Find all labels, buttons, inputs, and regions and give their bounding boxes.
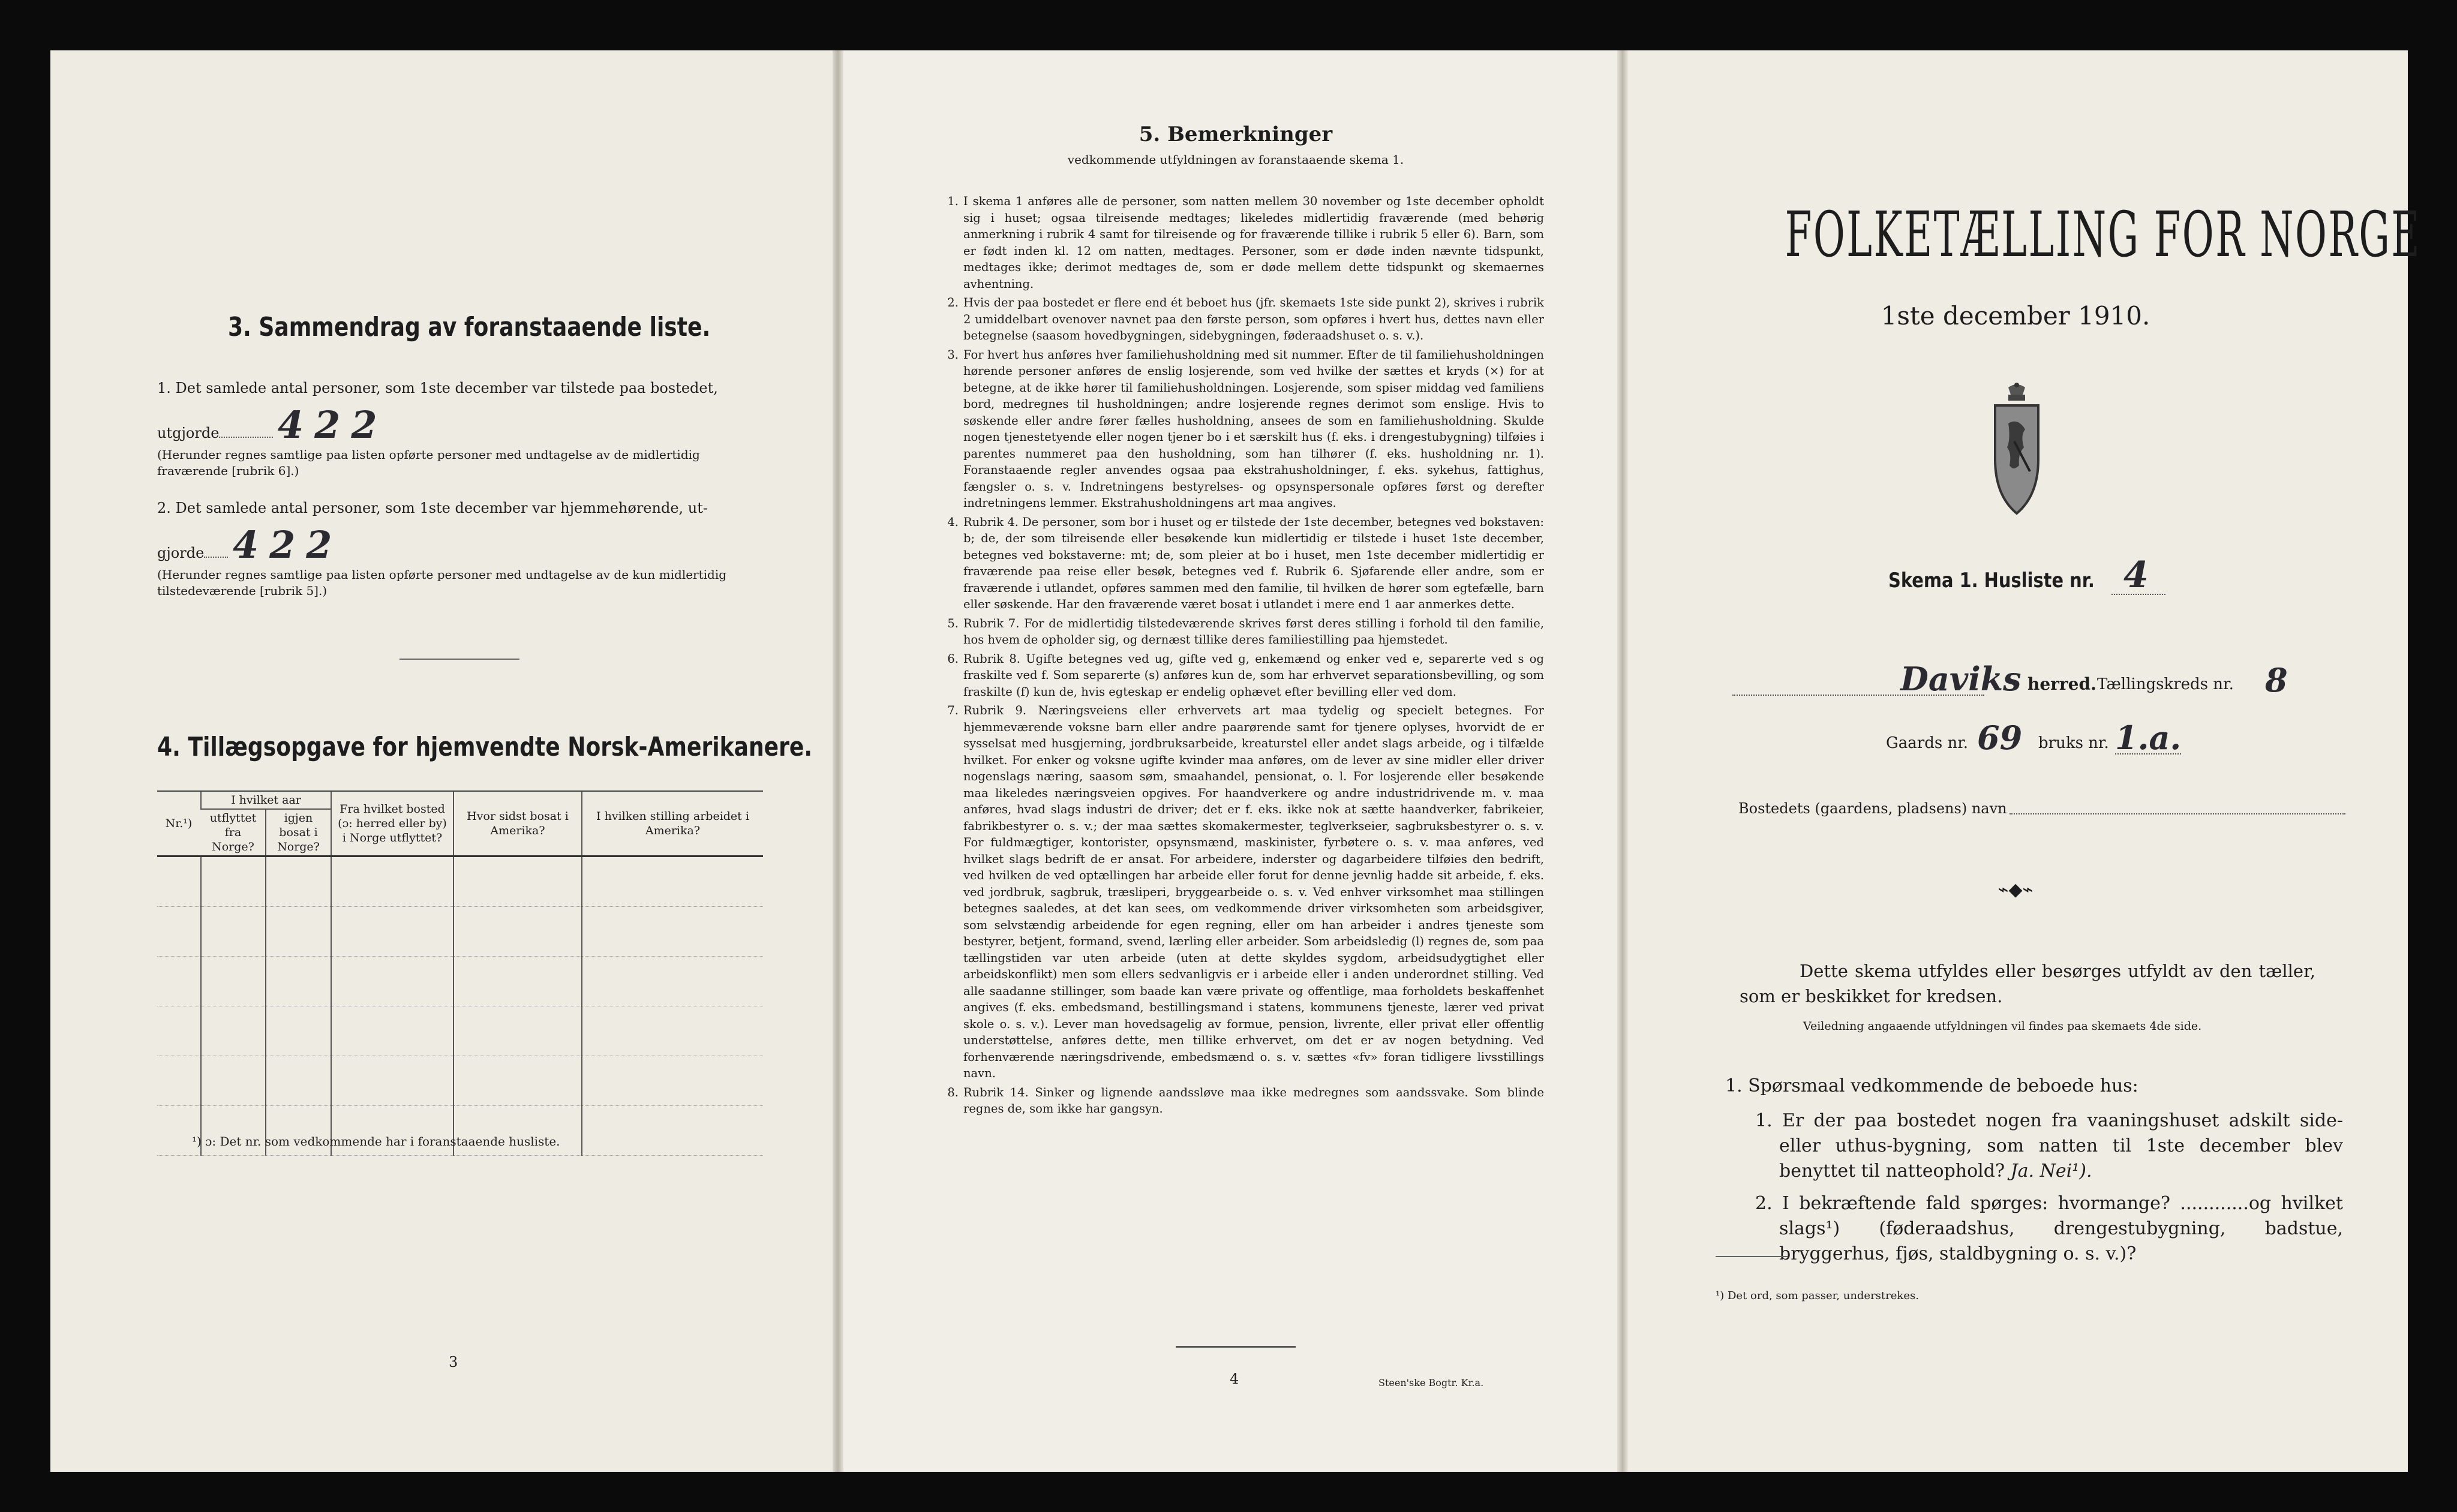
table-cell <box>331 856 453 907</box>
table-cell <box>266 1056 331 1106</box>
bosted-field <box>2010 813 2345 814</box>
col-stilling: I hvilken stilling arbeidet i Amerika? <box>582 791 763 856</box>
question-1-2: 2. I bekræftende fald spørges: hvormange? ............og hvilket slags¹) (føderaadshus, drengestubygning, badstue, bryggerhus, fjøs, staldbygning o. s. v.)? <box>1755 1193 2343 1264</box>
table-cell <box>582 1056 763 1106</box>
table-cell <box>201 907 266 957</box>
section-3-item-1 <box>157 378 763 479</box>
section-4-title: 4. Tillægsopgave for hjemvendte Norsk-Amerikanere. <box>157 732 813 762</box>
remarks-subtitle: vedkommende utfyldningen av foranstaaende skema 1. <box>1067 152 1404 167</box>
question-1-1-text: 1. Er der paa bostedet nogen fra vaaningshuset adskilt side- eller uthus-bygning, som natten til 1ste december blev benyttet til natteophold? <box>1755 1110 2343 1182</box>
table-cell <box>331 1056 453 1106</box>
item-1-value-line <box>157 403 763 447</box>
table-cell <box>582 1106 763 1156</box>
table-cell <box>266 1006 331 1056</box>
page-number-middle: 4 <box>1230 1370 1239 1387</box>
table-cell <box>157 957 201 1006</box>
item-2-note: (Herunder regnes samtlige paa listen opførte personer med undtagelse av de kun midlertidig tilstedeværende [rubrik 5].) <box>157 567 727 598</box>
remark-item <box>943 615 1544 648</box>
table-cell <box>331 957 453 1006</box>
remark-text: Rubrik 4. De personer, som bor i huset og er tilstede der 1ste december, betegnes ved bokstaven: b; de, der som tilreisende eller besøkende kun midlertidig er tilstede i huset 1ste december, betegnes ved bokstaverne: mt; de, som pleier at bo i huset, men 1ste december midlertidig er fraværende paa reise eller besøk, betegnes ved f. Rubrik 6. Sjøfarende eller andre, som er fraværende i utlandet, opføres sammen med den familie, til hvilken de hører som egtefælle, barn eller søskende. Har den fraværende været bosat i utlandet i mere end 1 aar anmerkes dette. <box>963 515 1544 611</box>
question-1-heading: 1. Spørsmaal vedkommende de beboede hus: <box>1725 1075 2138 1096</box>
husliste-number: 4 <box>2123 554 2149 596</box>
page-number-left: 3 <box>449 1354 458 1370</box>
table-cell <box>453 907 582 957</box>
gaards-value: 69 <box>1977 719 2023 757</box>
table-row <box>157 1006 763 1056</box>
section-3-title: 3. Sammendrag av foranstaaende liste. <box>228 312 711 342</box>
census-date: 1ste december 1910. <box>1881 301 2150 330</box>
item-2-text: 2. Det samlede antal personer, som 1ste december var hjemmehørende, ut- <box>157 500 708 516</box>
remark-text: Rubrik 8. Ugifte betegnes ved ug, gifte ved g, enkemænd og enker ved e, separerte ved s og fraskilte ved f. Som separerte (s) anføres kun de, som har erhvervet separationsbevilling, og som fraskilte (f) kun de, hvis egteskap er endelig ophævet efter bevilling eller ved dom. <box>963 651 1544 699</box>
question-1-1-answer: Ja. Nei¹). <box>2010 1161 2092 1182</box>
remark-number: 7. <box>947 704 959 717</box>
remark-item <box>943 514 1544 613</box>
norway-coat-of-arms-icon <box>1990 381 2043 525</box>
herred-label: herred. <box>2028 674 2096 694</box>
remark-text: I skema 1 anføres alle de personer, som natten mellem 30 november og 1ste december opholdt sig i huset; ogsaa tilreisende medtages; likeledes midlertidig fraværende (med behørig anmerkning i rubrik 4 samt for tilreisende og for fraværende tillike i rubrik 5 eller 6). Barn, som er født inden kl. 12 om natten, medtages. Personer, som er døde inden nævnte tidspunkt, medtages ikke; derimot medtages de, som er døde mellem dette tidspunkt og skemaernes avhentning. <box>963 194 1544 291</box>
table-cell <box>201 957 266 1006</box>
table-cell <box>582 907 763 957</box>
veiledning-text: Veiledning angaaende utfyldningen vil findes paa skemaets 4de side. <box>1803 1020 2202 1033</box>
table-row <box>157 856 763 907</box>
question-1-1 <box>1755 1108 2343 1184</box>
census-title: FOLKETÆLLING FOR NORGE <box>1785 198 2421 271</box>
table-cell <box>266 907 331 957</box>
col-nr: Nr.¹) <box>157 791 201 856</box>
remark-number: 5. <box>947 616 959 630</box>
remark-number: 4. <box>947 515 959 529</box>
remark-text: For hvert hus anføres hver familiehusholdning med sit nummer. Efter de til familiehusholdningen hørende personer anføres de enslig losjerende, som ved hvilke der sættes et kryds (×) for at betegne, at de ikke hører til familiehusholdningen. Losjerende, som spiser middag ved familiens bord, medregnes til husholdningen; andre losjerende regnes derimot som enslige. Hvis to søskende eller andre fører fælles husholdning, ansees de som en familiehusholdning. Skulde nogen tjenestetyende eller nogen tjener bo i et særskilt hus (f. eks. i drengestubygning) tilføies i parentes nummeret paa den husholdning, som han tilhører (f. eks. husholdning nr. 1). Foranstaaende regler anvendes ogsaa paa ekstrahusholdninger, f. eks. sykehus, fattighus, fængsler o. s. v. Indretningens bestyrelses- og opsynspersonale opføres først og derefter indretningens lemmer. Ekstrahusholdningens art maa angives. <box>963 347 1544 510</box>
col-hvor-bosat: Hvor sidst bosat i Amerika? <box>453 791 582 856</box>
table-cell <box>201 1056 266 1106</box>
remark-number: 2. <box>947 296 959 309</box>
section-3-item-2 <box>157 498 763 599</box>
norsk-amerikanere-table <box>157 790 763 1156</box>
remark-text: Hvis der paa bostedet er flere end ét beboet hus (jfr. skemaets 1ste side punkt 2), skrives i rubrik 2 umiddelbart ovenover navnet paa den første person, som opføres i hvert hus, dettes navn eller betegnelse (saasom hovedbygningen, sidebygningen, føderaadshuset o. s. v.). <box>963 296 1544 342</box>
table-cell <box>331 907 453 957</box>
bosted-label: Bostedets (gaardens, pladsens) navn <box>1738 800 2007 817</box>
table-cell <box>157 1056 201 1106</box>
table-cell <box>582 856 763 907</box>
page-fold-right <box>1617 50 1628 1472</box>
item-1-value: 422 <box>278 403 388 447</box>
table-cell <box>582 957 763 1006</box>
item-2-value-line <box>157 523 763 567</box>
col-igjen-bosat: igjen bosat i Norge? <box>266 809 331 856</box>
bruks-label: bruks nr. <box>2038 734 2109 752</box>
page-fold-left <box>833 50 843 1472</box>
remark-number: 8. <box>947 1085 959 1099</box>
divider <box>400 659 519 660</box>
remark-text: Rubrik 9. Næringsveiens eller erhvervets art maa tydelig og specielt betegnes. For hjemmeværende voksne barn eller andre paarørende samt for tjenere oplyses, hvorvidt de er sysselsat med husgjerning, jordbruksarbeide, kreaturstel eller andet slags arbeide, og i tilfælde hvilket. For enker og voksne ugifte kvinder maa anføres, om de lever av sine midler eller driver nogenslags næring, saasom søm, smaahandel, pensionat, o. l. For losjerende eller besøkende maa likeledes næringsveien opgives. For haandverkere og andre industridrivende m. v. maa anføres, hvad slags industri de driver; det er f. eks. ikke nok at sætte haandverker, fabrikeier, fabrikbestyrer o. s. v.; der maa sættes skomakermester, teglverkseier, sagbruksbestyrer o. s. v. For fuldmægtiger, kontorister, opsynsmænd, maskinister, fyrbøtere o. s. v. maa anføres, ved hvilket slags bedrift de er ansat. For arbeidere, inderster og dagarbeidere tilføies den bedrift, ved hvilken de ved optællingen har arbeide eller forut for denne jevnlig hadde sit arbeide, f. eks. ved jordbruk, sagbruk, træsliperi, bryggearbeide o. s. v. Ved enhver virksomhet maa stillingen betegnes saaledes, at det kan sees, om vedkommende driver virksomheten som arbeidsgiver, som selvstændig arbeidende for egen regning, eller om han arbeider i andres tjeneste som bestyrer, betjent, formand, svend, lærling eller arbeider. Som arbeidsledig (l) regnes de, som paa tællingstiden var uten arbeide (uten at dette skyldes sygdom, arbeidsudygtighet eller arbeidskonflikt) men som ellers sedvanligvis er i arbeide eller i anden underordnet stilling. Ved alle saadanne stillinger, som baade kan være private og offentlige, maa forholdets beskaffenhet angives (f. eks. embedsmand, bestillingsmand i statens, kommunens tjeneste, lærer ved privat skole o. s. v.). Lever man hovedsagelig av formue, pension, livrente, eller privat eller offentlig understøttelse, anføres dette, men tillike erhvervet, om det er av nogen betydning. Ved forhenværende næringsdrivende, embedsmænd o. s. v. sættes «fv» foran tidligere livsstillings navn. <box>963 704 1544 1080</box>
table-cell <box>582 1006 763 1056</box>
table-cell <box>453 957 582 1006</box>
remark-item <box>943 702 1544 1082</box>
skema-label: Skema 1. Husliste nr. <box>1888 569 2095 593</box>
remark-number: 3. <box>947 347 959 362</box>
skema-line <box>1888 569 2131 593</box>
table-cell <box>266 957 331 1006</box>
remark-item <box>943 193 1544 292</box>
col-utflyttet: utflyttet fra Norge? <box>209 811 257 853</box>
table-cell <box>157 1006 201 1056</box>
item-1-prefix: utgjorde <box>157 425 220 441</box>
remark-item <box>943 1084 1544 1117</box>
table-cell <box>266 856 331 907</box>
table-cell <box>453 1006 582 1056</box>
remark-number: 6. <box>947 651 959 666</box>
table-body <box>157 856 763 1156</box>
table-row <box>157 957 763 1006</box>
remarks-title: 5. Bemerkninger <box>1139 122 1333 146</box>
table-cell <box>453 856 582 907</box>
remark-text: Rubrik 14. Sinker og lignende aandssløve maa ikke medregnes som aandssvake. Som blinde regnes de, som ikke har gangsyn. <box>963 1085 1544 1116</box>
table-cell <box>453 1056 582 1106</box>
herred-value: Daviks <box>1900 660 2022 698</box>
kreds-label: Tællingskreds nr. <box>2097 675 2234 693</box>
remark-number: 1. <box>947 194 959 208</box>
norsk-amerikanere-table-wrap <box>157 790 763 1156</box>
table-cell <box>157 856 201 907</box>
remarks-list <box>943 193 1544 1120</box>
ornament-icon: ⌁◆⌁ <box>1998 879 2034 900</box>
table-row <box>157 907 763 957</box>
remark-text: Rubrik 7. For de midlertidig tilstedeværende skrives først deres stilling i forhold til den familie, hos hvem de opholder sig, og dernæst tillike deres familiestilling paa hjemstedet. <box>963 616 1544 647</box>
col-group-aar: I hvilket aar <box>201 791 331 809</box>
item-2-prefix: gjorde <box>157 545 205 561</box>
gaards-label: Gaards nr. <box>1886 734 1969 752</box>
remark-item <box>943 651 1544 701</box>
bruks-value: 1.a. <box>2115 719 2182 757</box>
table-cell <box>157 907 201 957</box>
instructions-text: Dette skema utfyldes eller besørges utfyldt av den tæller, som er beskikket for kredsen. <box>1740 961 2315 1006</box>
printer-mark: Steen'ske Bogtr. Kr.a. <box>1378 1377 1484 1388</box>
table-cell <box>331 1006 453 1056</box>
table-cell <box>201 1006 266 1056</box>
item-1-text: 1. Det samlede antal personer, som 1ste december var tilstede paa bostedet, <box>157 380 718 396</box>
remark-item <box>943 294 1544 344</box>
right-footnote: ¹) Det ord, som passer, understrekes. <box>1716 1289 1919 1302</box>
remark-item <box>943 347 1544 512</box>
col-fra-bosted: Fra hvilket bosted (ɔ: herred eller by) i Norge utflyttet? <box>331 791 453 856</box>
remarks-end-rule <box>1176 1346 1296 1348</box>
section-4-footnote: ¹) ɔ: Det nr. som vedkommende har i foranstaaende husliste. <box>192 1134 560 1149</box>
table-cell <box>201 856 266 907</box>
table-row <box>157 1056 763 1106</box>
item-2-value: 422 <box>232 523 343 567</box>
kreds-value: 8 <box>2265 661 2288 699</box>
item-1-note: (Herunder regnes samtlige paa listen opførte personer med undtagelse av de midlertidig fraværende [rubrik 6].) <box>157 447 700 478</box>
